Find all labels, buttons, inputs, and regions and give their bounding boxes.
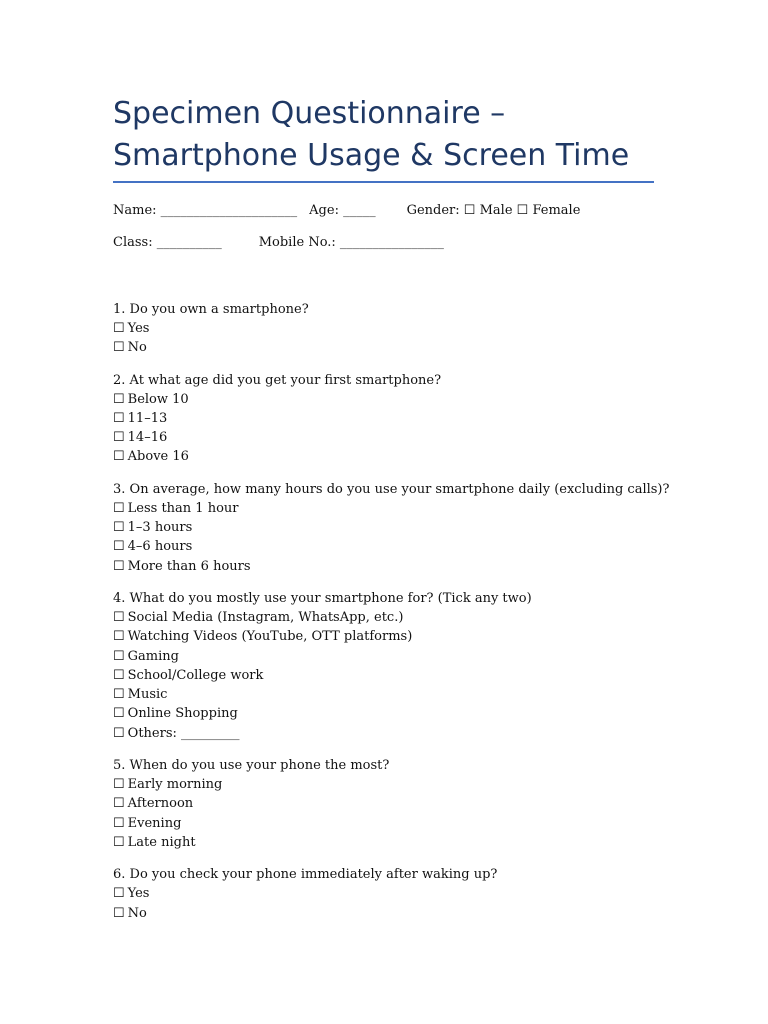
option-label: Afternoon xyxy=(127,796,194,812)
respondent-info xyxy=(113,203,658,251)
checkbox-icon: ☐ xyxy=(113,340,125,356)
checkbox-icon: ☐ xyxy=(113,648,125,664)
gender-female-label: Female xyxy=(532,203,581,218)
question-1 xyxy=(113,300,658,358)
question-text: 3. On average, how many hours do you use your smartphone daily (excluding calls)? xyxy=(113,481,670,497)
option-label: Online Shopping xyxy=(127,706,238,722)
info-row-2 xyxy=(113,235,658,251)
checkbox-icon: ☐ xyxy=(113,629,125,645)
option-checkbox[interactable] xyxy=(113,685,658,704)
checkbox-icon: ☐ xyxy=(113,815,125,831)
option-checkbox[interactable] xyxy=(113,775,658,794)
option-checkbox[interactable] xyxy=(113,338,658,357)
question-3 xyxy=(113,480,670,576)
option-label: Evening xyxy=(127,815,182,831)
checkbox-icon: ☐ xyxy=(113,558,125,574)
option-label: No xyxy=(127,340,147,356)
questions-list xyxy=(113,300,670,923)
checkbox-icon: ☐ xyxy=(113,905,125,921)
option-checkbox[interactable] xyxy=(113,608,658,627)
option-checkbox[interactable] xyxy=(113,428,658,447)
question-text: 1. Do you own a smartphone? xyxy=(113,302,309,317)
name-field[interactable]: Name: _____________________ xyxy=(113,203,298,218)
option-checkbox[interactable] xyxy=(113,884,658,903)
checkbox-icon: ☐ xyxy=(113,410,125,426)
question-2 xyxy=(113,371,658,467)
option-label: Yes xyxy=(127,321,150,336)
option-checkbox[interactable] xyxy=(113,447,658,466)
option-checkbox[interactable] xyxy=(113,499,658,518)
gender-female-checkbox[interactable] xyxy=(517,203,581,218)
option-checkbox[interactable] xyxy=(113,833,658,852)
option-checkbox[interactable] xyxy=(113,390,658,409)
gender-field xyxy=(407,203,581,219)
option-label: 4–6 hours xyxy=(127,539,193,555)
checkbox-icon: ☐ xyxy=(113,687,125,703)
option-checkbox[interactable] xyxy=(113,814,658,833)
question-4 xyxy=(113,589,658,743)
option-label: Less than 1 hour xyxy=(127,500,239,516)
option-checkbox[interactable] xyxy=(113,647,658,666)
option-checkbox[interactable] xyxy=(113,904,658,923)
checkbox-icon: ☐ xyxy=(516,203,529,218)
checkbox-icon: ☐ xyxy=(463,203,476,218)
checkbox-icon: ☐ xyxy=(113,391,125,407)
question-text: 6. Do you check your phone immediately after waking up? xyxy=(113,867,498,883)
checkbox-icon: ☐ xyxy=(113,539,125,555)
checkbox-icon: ☐ xyxy=(113,796,125,812)
question-text: 4. What do you mostly use your smartphone for? (Tick any two) xyxy=(113,590,532,606)
gender-label: Gender: xyxy=(406,203,460,218)
checkbox-icon: ☐ xyxy=(113,520,125,536)
question-5 xyxy=(113,756,658,852)
checkbox-icon: ☐ xyxy=(113,449,125,465)
checkbox-icon: ☐ xyxy=(113,321,125,336)
option-checkbox[interactable] xyxy=(113,666,658,685)
gender-male-label: Male xyxy=(479,203,513,218)
checkbox-icon: ☐ xyxy=(113,430,125,446)
option-checkbox[interactable] xyxy=(113,724,658,743)
option-checkbox[interactable] xyxy=(113,557,658,576)
checkbox-icon: ☐ xyxy=(113,500,125,516)
checkbox-icon: ☐ xyxy=(113,777,125,793)
checkbox-icon: ☐ xyxy=(113,834,125,850)
checkbox-icon: ☐ xyxy=(113,725,125,741)
option-label: Below 10 xyxy=(127,391,189,407)
option-label: School/College work xyxy=(127,667,264,683)
page-title: Specimen Questionnaire – Smartphone Usage & Screen Time xyxy=(113,96,630,173)
option-label: Others: _________ xyxy=(127,725,240,741)
option-label: More than 6 hours xyxy=(127,558,251,574)
option-label: 14–16 xyxy=(127,430,168,446)
option-label: No xyxy=(127,905,147,921)
info-row-1 xyxy=(113,203,658,219)
title-divider xyxy=(113,181,654,183)
question-text: 5. When do you use your phone the most? xyxy=(113,758,390,774)
checkbox-icon: ☐ xyxy=(113,609,125,625)
option-label: Late night xyxy=(127,834,196,850)
option-label: Above 16 xyxy=(127,449,189,465)
option-checkbox[interactable] xyxy=(113,518,658,537)
option-checkbox[interactable] xyxy=(113,409,658,428)
option-checkbox[interactable] xyxy=(113,319,658,338)
option-checkbox[interactable] xyxy=(113,537,658,556)
option-label: Early morning xyxy=(127,777,223,793)
option-label: Gaming xyxy=(127,648,179,664)
option-label: Watching Videos (YouTube, OTT platforms) xyxy=(127,629,413,645)
option-checkbox[interactable] xyxy=(113,704,658,723)
checkbox-icon: ☐ xyxy=(113,667,125,683)
option-label: Social Media (Instagram, WhatsApp, etc.) xyxy=(127,609,404,625)
option-checkbox[interactable] xyxy=(113,794,658,813)
checkbox-icon: ☐ xyxy=(113,886,125,902)
option-label: 1–3 hours xyxy=(127,520,193,536)
option-checkbox[interactable] xyxy=(113,627,658,646)
questionnaire-page xyxy=(113,93,670,936)
class-field[interactable]: Class: __________ xyxy=(113,235,222,250)
option-label: Music xyxy=(127,687,168,703)
checkbox-icon: ☐ xyxy=(113,706,125,722)
question-6 xyxy=(113,865,658,923)
gender-male-checkbox[interactable] xyxy=(464,203,513,218)
age-field[interactable]: Age: _____ xyxy=(309,203,376,218)
option-label: 11–13 xyxy=(127,410,168,426)
mobile-field[interactable]: Mobile No.: ________________ xyxy=(258,235,444,250)
option-label: Yes xyxy=(127,886,150,902)
question-text: 2. At what age did you get your first smartphone? xyxy=(113,372,442,388)
